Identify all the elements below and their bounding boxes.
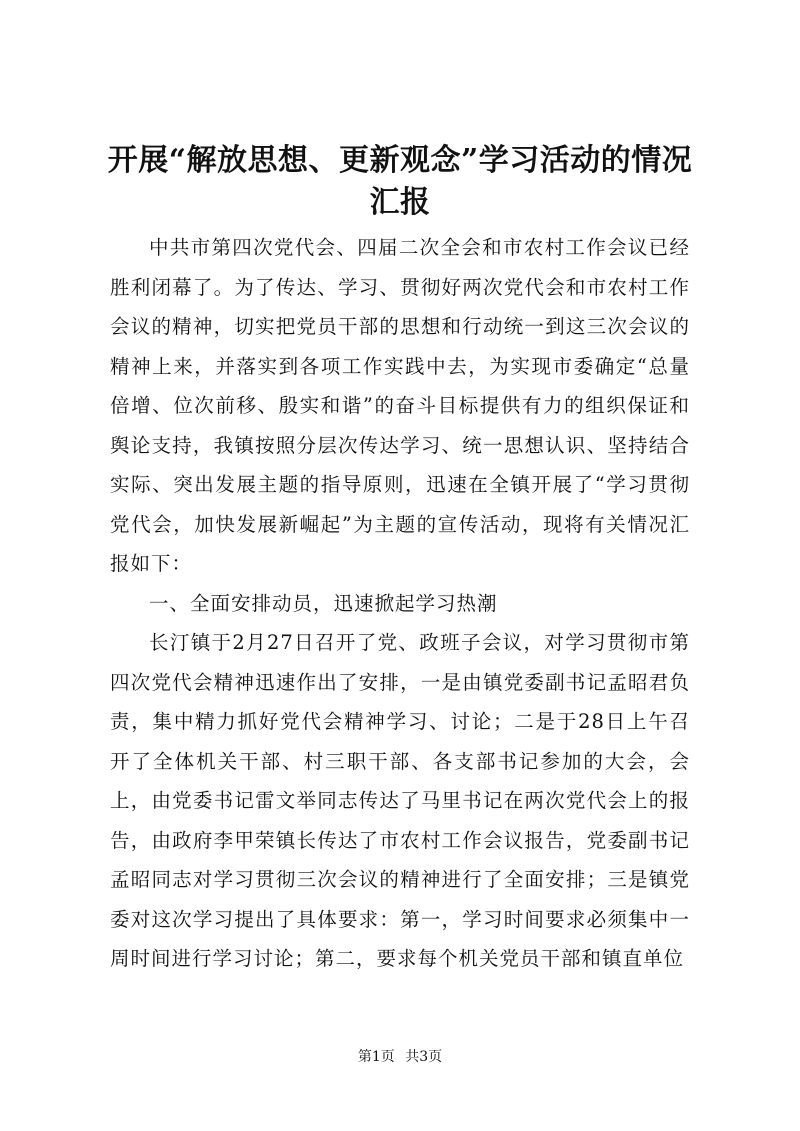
page-total: 共3页: [405, 1049, 443, 1065]
document-title: 开展“解放思想、更新观念”学习活动的情况汇报: [107, 143, 693, 220]
page-footer: [0, 1047, 800, 1067]
intro-paragraph: 中共市第四次党代会、四届二次全会和市农村工作会议已经胜利闭幕了。为了传达、学习、贯彻好两次党代会和市农村工作会议的精神，切实把党员干部的思想和行动统一到这三次会议的精神上来，并落实到各项工作实践中去，为实现市委确定“总量倍增、位次前移、殷实和谐”的奋斗目标提供有力的组织保证和舆论支持，我镇按照分层次传达学习、统一思想认识、坚持结合实际、突出发展主题的指导原则，迅速在全镇开展了“学习贯彻党代会，加快发展新崛起”为主题的宣传活动，现将有关情况汇报如下：: [110, 236, 690, 575]
section-heading: 一、全面安排动员，迅速掀起学习热潮: [149, 591, 498, 615]
document-body: [110, 228, 690, 979]
body-paragraph: 长汀镇于2月27日召开了党、政班子会议，对学习贯彻市第四次党代会精神迅速作出了安排，一是由镇党委副书记孟昭君负责，集中精力抓好党代会精神学习、讨论；二是于28日上午召开了全体机关干部、村三职干部、各支部书记参加的大会，会上，由党委书记雷文举同志传达了马里书记在两次党代会上的报告，由政府李甲荣镇长传达了市农村工作会议报告，党委副书记孟昭同志对学习贯彻三次会议的精神进行了全面安排；三是镇党委对这次学习提出了具体要求：第一，学习时间要求必须集中一周时间进行学习讨论；第二，要求每个机关党员干部和镇直单位: [110, 631, 690, 970]
page-number: 第1页: [357, 1049, 395, 1065]
